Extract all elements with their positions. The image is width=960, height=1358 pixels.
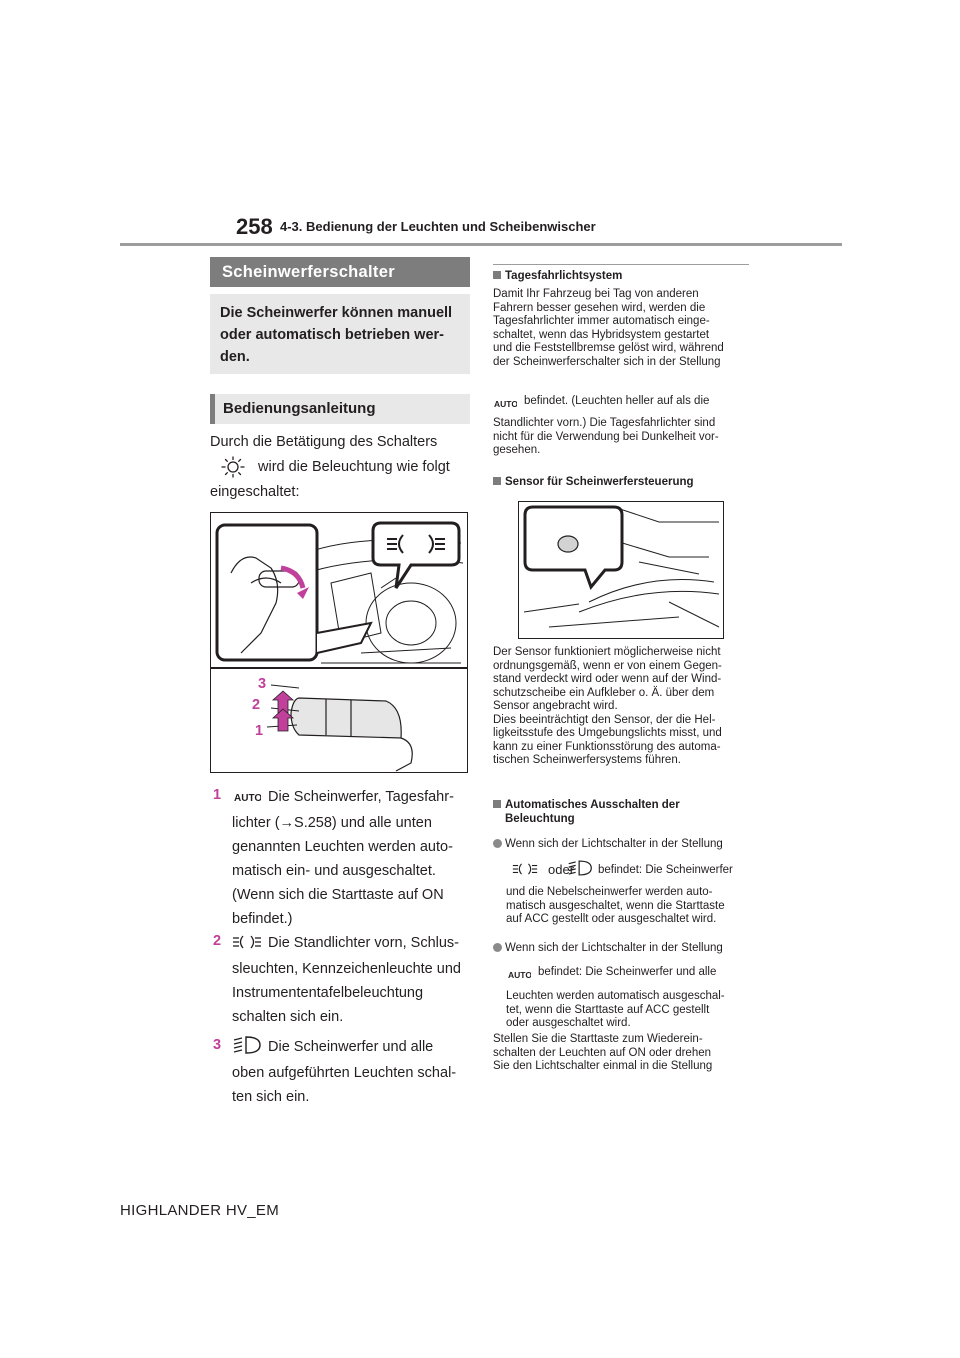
- svg-text:AUTO: AUTO: [508, 970, 531, 980]
- item-number: 2: [213, 933, 222, 949]
- chapter-title: 4-3. Bedienung der Leuchten und Scheibenwischer: [280, 219, 596, 234]
- page-number: 258: [236, 214, 273, 239]
- intro-line: oder automatisch betrieben wer-: [220, 327, 444, 343]
- bullet-2-after: befindet: Die Scheinwerfer und alle: [538, 966, 717, 978]
- drl-heading: Tagesfahrlichtsystem: [493, 269, 622, 283]
- item-text: befindet.): [232, 911, 293, 927]
- drl-paragraph-end: Standlichter vorn.) Die Tagesfahrlichter sind nicht für die Verwendung bei Dunkelheit vor- gesehen.: [493, 417, 719, 456]
- auto-off-heading: Automatisches Ausschalten der Beleuchtung: [493, 798, 680, 826]
- section-title: Scheinwerferschalter: [210, 257, 470, 287]
- item-text: Instrumententafelbeleuchtung: [232, 985, 424, 1001]
- bullet-2-text: Leuchten werden automatisch ausgeschal- tet, wenn die Starttaste auf ACC gestellt oder ausgeschaltet wird.: [506, 990, 725, 1029]
- item-text: Die Scheinwerfer, Tagesfahr-: [268, 789, 454, 805]
- auto-icon: [493, 396, 517, 414]
- subsection-title: Bedienungsanleitung: [210, 394, 470, 424]
- parking-light-icon: [512, 862, 538, 881]
- bullet-2: Wenn sich der Lichtschalter in der Stellung: [493, 942, 723, 956]
- intro-line: Die Scheinwerfer können manuell: [220, 305, 453, 321]
- item-text: oben aufgeführten Leuchten schal-: [232, 1065, 457, 1081]
- headlight-icon: [232, 1035, 262, 1060]
- final-paragraph: Stellen Sie die Starttaste zum Wiederein- schalten der Leuchten auf ON oder drehen Sie den Lichtschalter einmal in die Stellung: [493, 1033, 713, 1072]
- bullet-1-text: und die Nebelscheinwerfer werden auto- matisch ausgeschaltet, wenn die Starttaste auf ACC gestellt oder ausgeschaltet wird.: [506, 886, 725, 925]
- light-switch-icon: [218, 456, 248, 483]
- parking-light-icon: [232, 934, 262, 955]
- item-text: genannten Leuchten werden auto-: [232, 839, 453, 855]
- figure-label-1: 1: [255, 723, 264, 739]
- auto-icon: [507, 967, 531, 985]
- figure-label-2: 2: [252, 697, 261, 713]
- oder-text: oder: [548, 862, 575, 877]
- svg-text:AUTO: AUTO: [494, 399, 517, 409]
- item-text: matisch ein- und ausgeschaltet.: [232, 863, 436, 879]
- headlight-icon: [567, 859, 593, 882]
- lead-text: wird die Beleuchtung wie folgt: [258, 459, 450, 475]
- intro-box: [210, 294, 470, 374]
- item-text: sleuchten, Kennzeichenleuchte und: [232, 961, 461, 977]
- lead-text: eingeschaltet:: [210, 484, 300, 500]
- drl-icon-line: befindet. (Leuchten heller auf als die: [524, 395, 710, 407]
- headlight-switch-figure: [210, 512, 468, 773]
- item-text: Die Scheinwerfer und alle: [268, 1039, 434, 1055]
- sensor-heading: Sensor für Scheinwerfersteuerung: [493, 475, 694, 489]
- svg-text:AUTO: AUTO: [234, 793, 261, 804]
- item-text: Die Standlichter vorn, Schlus-: [268, 935, 459, 951]
- header-divider: [120, 243, 842, 246]
- drl-paragraph: Damit Ihr Fahrzeug bei Tag von anderen Fahrern besser gesehen wird, werden die Tagesfahrlichter immer automatisch einge- schaltet, wenn das Hybridsystem gestartet und die Feststellbremse gelöst wird, während der Scheinwerferschalter sich in der Stellung: [493, 288, 724, 368]
- lead-text: Durch die Betätigung des Schalters: [210, 434, 438, 450]
- sensor-paragraph: Der Sensor funktioniert möglicherweise nicht ordnungsgemäß, wenn er von einem Gegen- stand verdeckt wird oder wenn auf der Wind- schutzscheibe ein Aufkleber o. Ä. über dem Sensor angebracht wird. Dies beeinträchtigt den Sensor, der die Hel- ligkeitsstufe des Umgebungslichts misst, und kann zu einer Funktionsstörung des automa- tischen Scheinwerfersystems führen.: [493, 646, 722, 766]
- auto-icon: [233, 790, 261, 809]
- footer-model: HIGHLANDER HV_EM: [120, 1202, 279, 1219]
- square-bullet-icon: [493, 271, 501, 279]
- item-text: schalten sich ein.: [232, 1009, 344, 1025]
- bullet-dot-icon: [493, 943, 502, 952]
- item-text: ten sich ein.: [232, 1089, 310, 1105]
- item-text: lichter (→S.258) und alle unten: [232, 815, 432, 831]
- bullet-1: Wenn sich der Lichtschalter in der Stellung: [493, 838, 723, 852]
- intro-line: den.: [220, 349, 250, 365]
- sensor-figure: [518, 501, 724, 639]
- bullet-1-after: befindet: Die Scheinwerfer: [598, 864, 733, 876]
- square-bullet-icon: [493, 477, 501, 485]
- right-divider: [493, 264, 749, 265]
- item-number: 1: [213, 787, 222, 803]
- item-text: (Wenn sich die Starttaste auf ON: [232, 887, 444, 903]
- square-bullet-icon: [493, 800, 501, 808]
- figure-label-3: 3: [258, 676, 267, 692]
- item-number: 3: [213, 1037, 222, 1053]
- bullet-dot-icon: [493, 839, 502, 848]
